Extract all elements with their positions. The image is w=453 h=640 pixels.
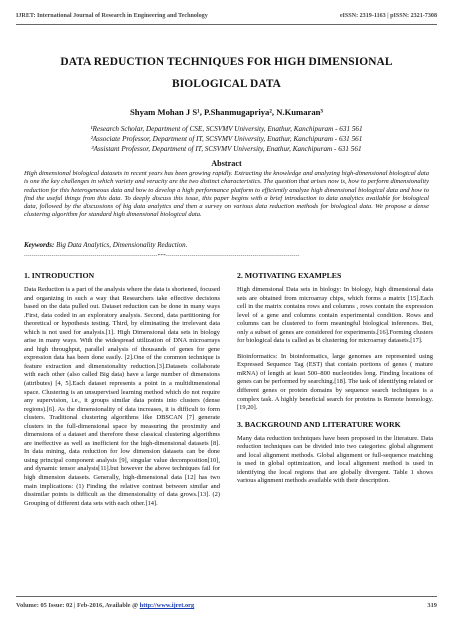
motivating-paragraph-bioinformatics: Bioinformatics: In bioinformatics, large genomes are represented using Expressed Sequence Tag (EST) that contain portions of genes ( mature mRNA) of length at least 500–800 nucleotides long. Finding locations of genes can be performed by searching.[18]. The task of identifying related or different genes or protein domains by sequence search techniques is a complex task. A highly beneficial search for proteins is Remote homology.[19,20]. bbox=[237, 352, 433, 412]
keywords-text: Big Data Analytics, Dimensionality Reduction. bbox=[56, 241, 188, 249]
affiliation-2: ²Associate Professor, Department of IT, SCSVMV University, Enathur, Kanchipuram - 631 561 bbox=[90, 135, 363, 143]
section-separator: --------------------------------------------------------------------***-------------------------------------------------------------------- bbox=[24, 254, 300, 259]
right-column bbox=[237, 271, 433, 493]
issn: eISSN: 2319-1163 | pISSN: 2321-7308 bbox=[339, 13, 437, 19]
footer-volume bbox=[16, 602, 194, 609]
introduction-paragraph: Data Reduction is a part of the analysis where the data is shortened, focused and organizing in such a way that Researchers take effective decisions based on the data pulled out. Dataset reduction can be done in many ways .First, data coded in an exploratory analysis. Second, data partitioning for theoretical or hypothesis testing. Third, by eliminating the irrelevant data which is not used for analysis.[1]. High Dimensional data sets in biology arise in many ways. With the widespread utilization of DNA microarrays and high throughput, parallel analysis of thousands of genes for gene expression data has been done easily. [2].One of the common technique is feature extraction and dimensionality reduction.[3].Datasets collaborate with each other (also called Big data) have a large number of dimensions (attributes) [4, 5].Each dataset represents a point in a multidimensional space. Clustering is an unsupervised learning method which do not require any supervision, i.e., it groups similar data points into clusters (dense regions).[6]. As the dimensionality of data increases, it is difficult to form clusters. Traditional clustering algorithms like DBSCAN [7] generate clusters in the full-dimensional space by measuring the proximity and dimensions of a dataset and therefore these classical clustering algorithms are ineffective as well as inefficient for the high-dimensional datasets [8]. In data mining, data reduction for low dimension datasets can be done using principal component analysis [9], singular value decomposition[10], and dynamic tensor analysis[11].but however the above techniques fail for high dimension datasets. Generally, high-dimensional data [12] has two main implications: (1) Finding the relative contrast between similar and dissimilar points is difficult as the dimensionality of data grows.[13]. (2) Grouping of different data sets with each other.[14]. bbox=[24, 286, 220, 507]
running-header bbox=[16, 13, 437, 19]
keywords bbox=[24, 241, 429, 249]
journal-link[interactable]: http://www.ijret.org bbox=[139, 602, 195, 609]
paper-title: DATA REDUCTION TECHNIQUES FOR HIGH DIMENSIONAL BIOLOGICAL DATA bbox=[60, 56, 393, 90]
affiliation-1: ¹Research Scholar, Department of CSE, SCSVMV University, Enathur, Kanchipuram - 631 561 bbox=[90, 125, 363, 133]
section-heading-background: 3. BACKGROUND AND LITERATURE WORK bbox=[237, 419, 401, 429]
section-heading-motivating-examples: 2. MOTIVATING EXAMPLES bbox=[237, 271, 342, 280]
running-footer bbox=[16, 602, 437, 609]
keywords-label: Keywords: bbox=[24, 241, 55, 249]
page-number: 319 bbox=[427, 602, 437, 609]
footer-rule bbox=[16, 596, 437, 597]
left-column bbox=[24, 271, 220, 515]
motivating-paragraph-biology: High dimensional Data sets in biology: In biology, high dimensional data sets are obtained from microarray chips, which forms a matrix [15].Each cell in the matrix contains rows and columns , rows contain the expression level of a gene and columns contain experimental condition. Rows and columns can be clustered to form meaningful biological inferences. But, only a subset of genes are considered for experiments.[16].Forming clusters for biological data is called as bi clustering for microarray datasets.[17]. bbox=[237, 286, 433, 345]
section-heading-introduction: 1. INTRODUCTION bbox=[24, 271, 95, 280]
header-rule bbox=[16, 24, 437, 25]
background-paragraph: Many data reduction techniques have been proposed in the literature. Data reduction techniques can be divided into two categories: global alignment and local alignment methods. Global alignment or full-sequence matching is used in global optimization, and local alignment method is used in identifying the local regions that are globally divergent. Table 1 shows various alignment methods available with their description. bbox=[237, 434, 433, 485]
abstract-text: High dimensional biological datasets in recent years has been growing rapidly. Extracting the knowledge and analyzing high-dimensional biological data is one the key challenges in which variety and veracity are the two distinct characteristics. The question that arises now is, how to perform dimensionality reduction for this heterogeneous data and how to develop a high performance platform to efficiently analyze high dimensional biological data and how to find the useful things from this data. To deeply discuss this issue, this paper begins with a brief introduction to data analytics available for biological data, followed by the discussions of big data analytics and then a survey on various data reduction methods for biological data. We propose a dense clustering algorithm for standard high dimensional biological data. bbox=[24, 170, 429, 219]
affiliations bbox=[20, 124, 433, 154]
journal-name: IJRET: International Journal of Research in Engineering and Technology bbox=[16, 13, 208, 19]
affiliation-3: ³Assistant Professor, Department of IT, SCSVMV University, Enathur, Kanchipuram - 631 561 bbox=[91, 145, 362, 153]
authors: Shyam Mohan J S¹, P.Shanmugapriya², N.Kumaran³ bbox=[130, 107, 323, 117]
abstract-heading: Abstract bbox=[211, 159, 242, 168]
volume-text: Volume: 05 Issue: 02 | Feb-2016, Available @ bbox=[16, 602, 139, 609]
